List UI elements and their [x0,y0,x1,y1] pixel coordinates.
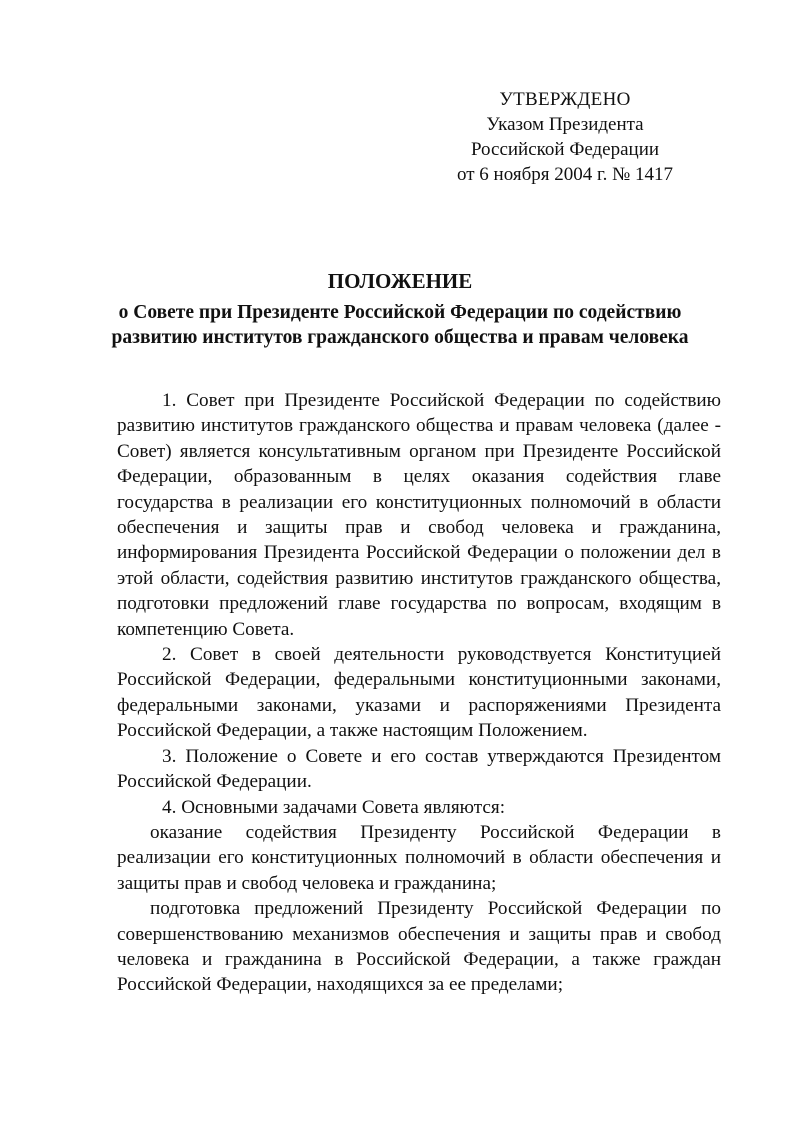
approval-block [415,87,715,187]
approval-country-line: Российской Федерации [470,139,660,160]
approval-stamp: УТВЕРЖДЕНО [499,89,631,110]
document-subtitle: о Совете при Президенте Российской Федерации по содействию развитию институтов гражданского общества и правам человека [111,302,689,348]
task-item-2: подготовка предложений Президенту Российской Федерации по совершенствованию механизмов обеспечения и защиты прав и свобод человека и гражданина в Российской Федерации, а также граждан Российской Федерации, находящихся за ее пределами; [117,898,721,996]
approval-decree-line: Указом Президента [486,114,644,135]
task-item-1: оказание содействия Президенту Российской Федерации в реализации его конституционных полномочий в области обеспечения и защиты прав и свобод человека и гражданина; [117,821,721,894]
paragraph-4: 4. Основными задачами Совета являются: [162,796,506,818]
paragraph-2: 2. Совет в своей деятельности руководствуется Конституцией Российской Федерации, федеральными конституционными законами, федеральными законами, указами и распоряжениями Президента Российской Федерации, а также настоящим Положением. [117,644,721,742]
approval-date-line: от 6 ноября 2004 г. № 1417 [456,164,674,185]
paragraph-1: 1. Совет при Президенте Российской Федерации по содействию развитию институтов гражданского общества и правам человека (далее - Совет) является консультативным органом при Президенте Российской Федерации, образованным в целях оказания содействия главе государства в реализации его конституционных полномочий в области обеспечения и защиты прав и свобод человека и гражданина, информирования Президента Российской Федерации о положении дел в этой области, содействия развитию институтов гражданского общества, подготовки предложений главе государства по вопросам, входящим в компетенцию Совета. [117,390,721,640]
paragraph-3: 3. Положение о Совете и его состав утверждаются Президентом Российской Федерации. [117,745,721,793]
document-body [117,388,721,998]
document-title: ПОЛОЖЕНИЕ [327,269,473,293]
